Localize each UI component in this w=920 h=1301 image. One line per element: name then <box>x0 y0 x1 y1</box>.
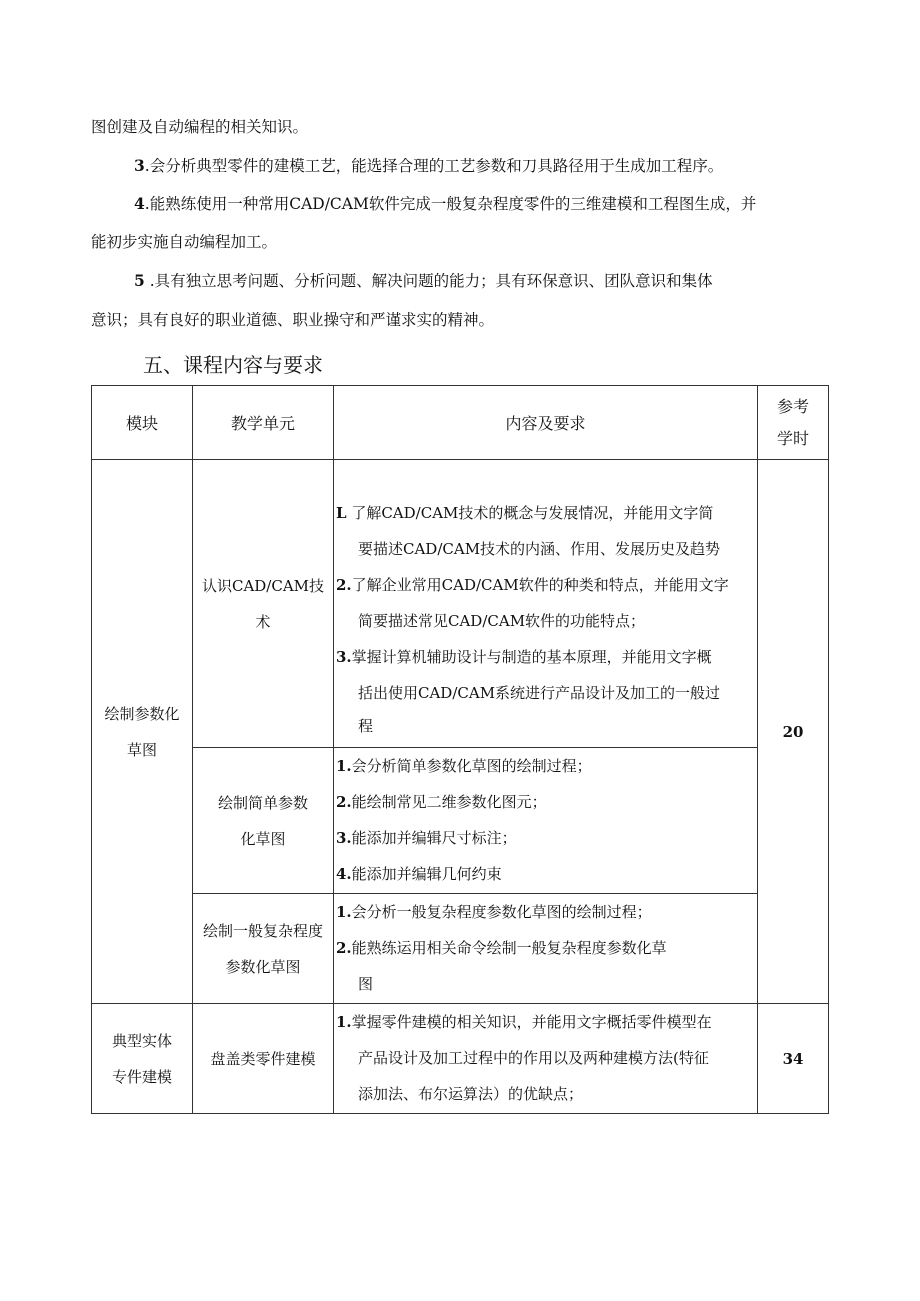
header-hours-line1: 参考 <box>776 396 809 416</box>
list-item <box>336 856 757 892</box>
item-text-line2: 图 <box>358 975 374 993</box>
list-item <box>336 894 757 930</box>
unit-name-line1: 认识CAD/CAM技 <box>201 576 325 595</box>
item-text-line1: 了解企业常用CAD/CAM软件的种类和特点，并能用文字 <box>351 576 729 594</box>
item-text-line1: 掌握零件建模的相关知识，并能用文字概括零件模型在 <box>351 1013 712 1031</box>
list-item <box>336 567 757 639</box>
table-row <box>92 894 829 1004</box>
table-row <box>92 748 829 894</box>
content-cell <box>334 1004 758 1114</box>
module-cell <box>92 1004 193 1114</box>
header-content: 内容及要求 <box>334 386 758 460</box>
section-heading: 五、课程内容与要求 <box>143 353 323 377</box>
item-num: L <box>336 504 347 522</box>
paragraph-2 <box>134 155 723 177</box>
hours-cell: 20 <box>758 460 829 1004</box>
item-text-line1: 能熟练运用相关命令绘制一般复杂程度参数化草 <box>351 939 667 957</box>
content-cell <box>334 460 758 748</box>
header-module: 模块 <box>92 386 193 460</box>
unit-name-line2: 化草图 <box>240 829 286 848</box>
paragraph-4-text: 能初步实施自动编程加工。 <box>91 233 278 251</box>
list-item <box>336 748 757 784</box>
item-num: 3. <box>336 829 352 847</box>
module-name-line1: 绘制参数化 <box>104 704 180 723</box>
item-text-line3: 添加法、布尔运算法）的优缺点； <box>358 1085 584 1103</box>
unit-name-line1: 绘制简单参数 <box>217 793 308 812</box>
paragraph-5-text: .具有独立思考问题、分析问题、解决问题的能力；具有环保意识、团队意识和集体 <box>144 272 713 290</box>
item-num: 1. <box>336 757 352 775</box>
item-text-line2: 要描述CAD/CAM技术的内涵、作用、发展历史及趋势 <box>358 540 721 558</box>
course-content-table <box>91 385 829 1114</box>
item-text-line1: 能绘制常见二维参数化图元； <box>351 793 547 811</box>
unit-name-line2: 术 <box>255 612 271 631</box>
table-row <box>92 460 829 748</box>
table-row <box>92 1004 829 1114</box>
item-text-line1: 能添加并编辑尺寸标注； <box>351 829 517 847</box>
paragraph-5-num: 5 <box>134 271 145 290</box>
header-unit: 教学单元 <box>193 386 334 460</box>
module-name-line1: 典型实体 <box>111 1031 172 1050</box>
paragraph-3 <box>134 193 756 215</box>
table-header-row <box>92 386 829 460</box>
paragraph-3-num: 4 <box>134 194 145 213</box>
content-cell <box>334 894 758 1004</box>
item-text-line1: 会分析一般复杂程度参数化草图的绘制过程； <box>351 903 652 921</box>
list-item <box>336 820 757 856</box>
paragraph-6 <box>91 309 494 331</box>
item-text-line3: 程 <box>358 717 374 735</box>
paragraph-1 <box>91 116 308 138</box>
list-item <box>336 1004 757 1112</box>
list-item <box>336 639 757 741</box>
module-cell <box>92 460 193 1004</box>
item-text-line1: 掌握计算机辅助设计与制造的基本原理，并能用文字概 <box>351 648 712 666</box>
paragraph-2-text: .会分析典型零件的建模工艺，能选择合理的工艺参数和刀具路径用于生成加工程序。 <box>144 157 724 175</box>
item-num: 3. <box>336 648 352 666</box>
list-item <box>336 495 757 567</box>
list-item <box>336 784 757 820</box>
unit-cell <box>193 748 334 894</box>
paragraph-4 <box>91 231 277 253</box>
module-name-line2: 专件建模 <box>111 1067 172 1086</box>
content-cell <box>334 748 758 894</box>
paragraph-5 <box>134 270 713 292</box>
unit-name-line2: 参数化草图 <box>225 957 301 976</box>
item-num: 2. <box>336 576 352 594</box>
item-text-line1: 能添加并编辑几何约束 <box>351 865 502 883</box>
item-num: 2. <box>336 793 352 811</box>
item-text-line1: 会分析简单参数化草图的绘制过程； <box>351 757 592 775</box>
paragraph-2-num: 3 <box>134 156 145 175</box>
header-hours <box>758 386 829 460</box>
unit-cell: 盘盖类零件建模 <box>193 1004 334 1114</box>
paragraph-6-text: 意识；具有良好的职业道德、职业操守和严谨求实的精神。 <box>91 311 495 329</box>
item-num: 4. <box>336 865 352 883</box>
paragraph-3-text: .能熟练使用一种常用CAD/CAM软件完成一般复杂程度零件的三维建模和工程图生成，并 <box>144 195 757 213</box>
item-num: 1. <box>336 903 352 921</box>
item-text-line2: 括出使用CAD/CAM系统进行产品设计及加工的一般过 <box>358 684 721 702</box>
unit-cell <box>193 894 334 1004</box>
unit-cell <box>193 460 334 748</box>
list-item <box>336 930 757 1002</box>
item-text-line1: 了解CAD/CAM技术的概念与发展情况，并能用文字简 <box>351 504 714 522</box>
module-name-line2: 草图 <box>126 740 157 759</box>
unit-name-line1: 绘制一般复杂程度 <box>202 921 323 940</box>
item-text-line2: 产品设计及加工过程中的作用以及两种建模方法(特征 <box>358 1049 709 1067</box>
item-text-line2: 简要描述常见CAD/CAM软件的功能特点； <box>358 612 646 630</box>
item-num: 1. <box>336 1013 352 1031</box>
hours-cell: 34 <box>758 1004 829 1114</box>
header-hours-line2: 学时 <box>776 428 809 448</box>
item-num: 2. <box>336 939 352 957</box>
paragraph-1-text: 图创建及自动编程的相关知识。 <box>91 118 309 136</box>
